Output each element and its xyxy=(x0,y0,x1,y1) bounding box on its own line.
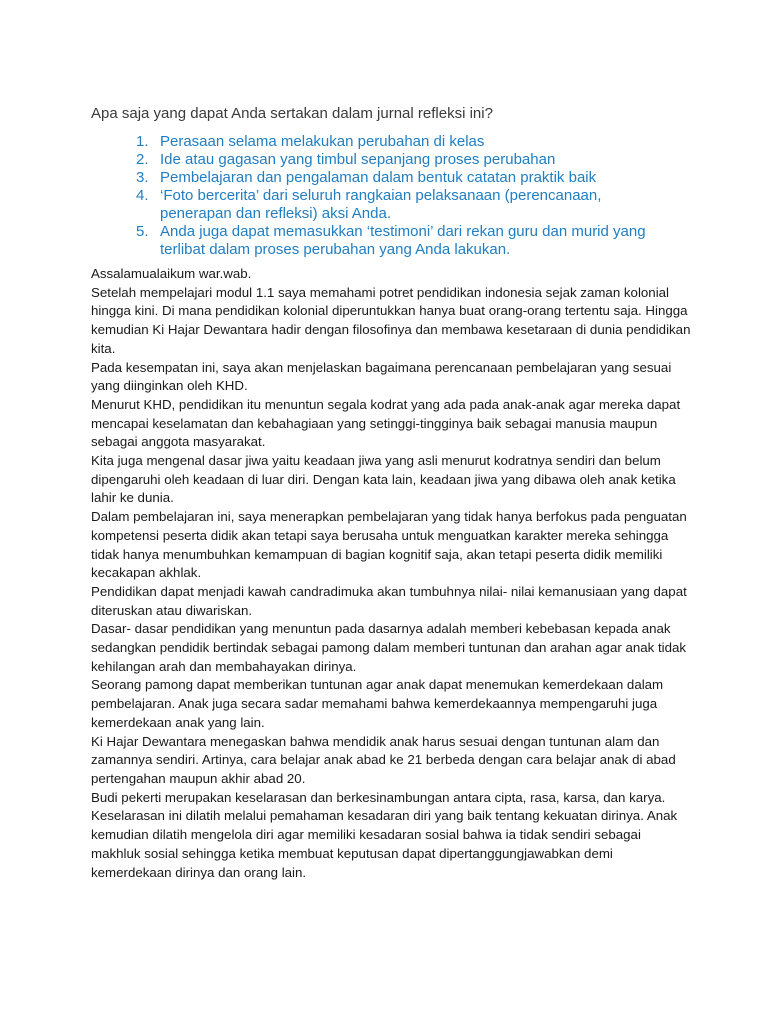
list-item xyxy=(133,187,663,223)
list-item-text: Pembelajaran dan pengalaman dalam bentuk catatan praktik baik xyxy=(160,169,597,186)
body-paragraph: Dalam pembelajaran ini, saya menerapkan pembelajaran yang tidak hanya berfokus pada penguatan kompetensi peserta didik akan tetapi saya berusaha untuk menguatkan karakter mereka sehingga tidak hanya menumbuhkan kemampuan di bagian kognitif saja, akan tetapi peserta didik memiliki kecakapan akhlak. xyxy=(91,509,687,581)
list-item xyxy=(133,151,663,169)
body-paragraph: Pendidikan dapat menjadi kawah candradimuka akan tumbuhnya nilai- nilai kemanusiaan yang dapat diteruskan atau diwariskan. xyxy=(91,583,687,618)
list-item-text: Perasaan selama melakukan perubahan di kelas xyxy=(160,133,485,150)
list-item-number: 3. xyxy=(136,169,149,186)
reflection-body xyxy=(91,265,691,882)
body-paragraph: Dasar- dasar pendidikan yang menuntun pada dasarnya adalah memberi kebebasan kepada anak sedangkan pendidik bertindak sebagai pamong dalam memberi tuntunan dan arahan agar anak tidak kehilangan arah dan membahayakan dirinya. xyxy=(91,621,687,674)
body-paragraph: Pada kesempatan ini, saya akan menjelaskan bagaimana perencanaan pembelajaran yang sesuai yang diinginkan oleh KHD. xyxy=(91,359,672,394)
list-item xyxy=(133,133,663,151)
greeting-paragraph: Assalamualaikum war.wab. xyxy=(91,266,252,281)
list-item xyxy=(133,223,663,259)
body-paragraph: Ki Hajar Dewantara menegaskan bahwa mendidik anak harus sesuai dengan tuntunan alam dan zamannya sendiri. Artinya, cara belajar anak abad ke 21 berbeda dengan cara belajar anak di abad pertengahan maupun akhir abad 20. xyxy=(91,733,676,786)
list-item xyxy=(133,169,663,187)
list-item-text: ‘Foto bercerita’ dari seluruh rangkaian pelaksanaan (perencanaan, penerapan dan refleksi) aksi Anda. xyxy=(160,187,602,222)
body-paragraph: Kita juga mengenal dasar jiwa yaitu keadaan jiwa yang asli menurut kodratnya sendiri dan belum dipengaruhi oleh keadaan di luar diri. Dengan kata lain, keadaan jiwa yang dibawa oleh anak ketika lahir ke dunia. xyxy=(91,453,676,506)
body-paragraph: Setelah mempelajari modul 1.1 saya memahami potret pendidikan indonesia sejak zaman kolonial hingga kini. Di mana pendidikan kolonial diperuntukkan hanya buat orang-orang tertentu saja. Hingga kemudian Ki Hajar Dewantara hadir dengan filosofinya dan membawa kesetaraan di dunia pendidikan kita. xyxy=(91,284,691,356)
body-paragraph: Budi pekerti merupakan keselarasan dan berkesinambungan antara cipta, rasa, karsa, dan karya. Keselarasan ini dilatih melalui pemahaman kesadaran diri yang baik tentang kekuatan dirinya. Anak kemudian dilatih mengelola diri agar memiliki kesadaran sosial bahwa ia tidak sendiri sebagai makhluk sosial sehingga ketika membuat keputusan dapat dipertanggungjawabkan demi kemerdekaan dirinya dan orang lain. xyxy=(91,789,678,880)
list-item-number: 4. xyxy=(136,187,149,204)
list-item-number: 2. xyxy=(136,151,149,168)
list-item-number: 1. xyxy=(136,133,149,150)
reflection-question: Apa saja yang dapat Anda sertakan dalam jurnal refleksi ini? xyxy=(91,105,493,122)
list-item-number: 5. xyxy=(136,223,149,240)
list-item-text: Anda juga dapat memasukkan ‘testimoni’ dari rekan guru dan murid yang terlibat dalam proses perubahan yang Anda lakukan. xyxy=(160,223,646,258)
body-paragraph: Menurut KHD, pendidikan itu menuntun segala kodrat yang ada pada anak-anak agar mereka dapat mencapai keselamatan dan kebahagiaan yang setinggi-tingginya baik sebagai manusia maupun sebagai anggota masyarakat. xyxy=(91,396,681,450)
reflection-items-list xyxy=(133,133,663,259)
body-paragraph: Seorang pamong dapat memberikan tuntunan agar anak dapat menemukan kemerdekaan dalam pembelajaran. Anak juga secara sadar memahami bahwa kemerdekaannya mempengaruhi juga kemerdekaan anak yang lain. xyxy=(91,677,664,730)
list-item-text: Ide atau gagasan yang timbul sepanjang proses perubahan xyxy=(160,151,556,168)
